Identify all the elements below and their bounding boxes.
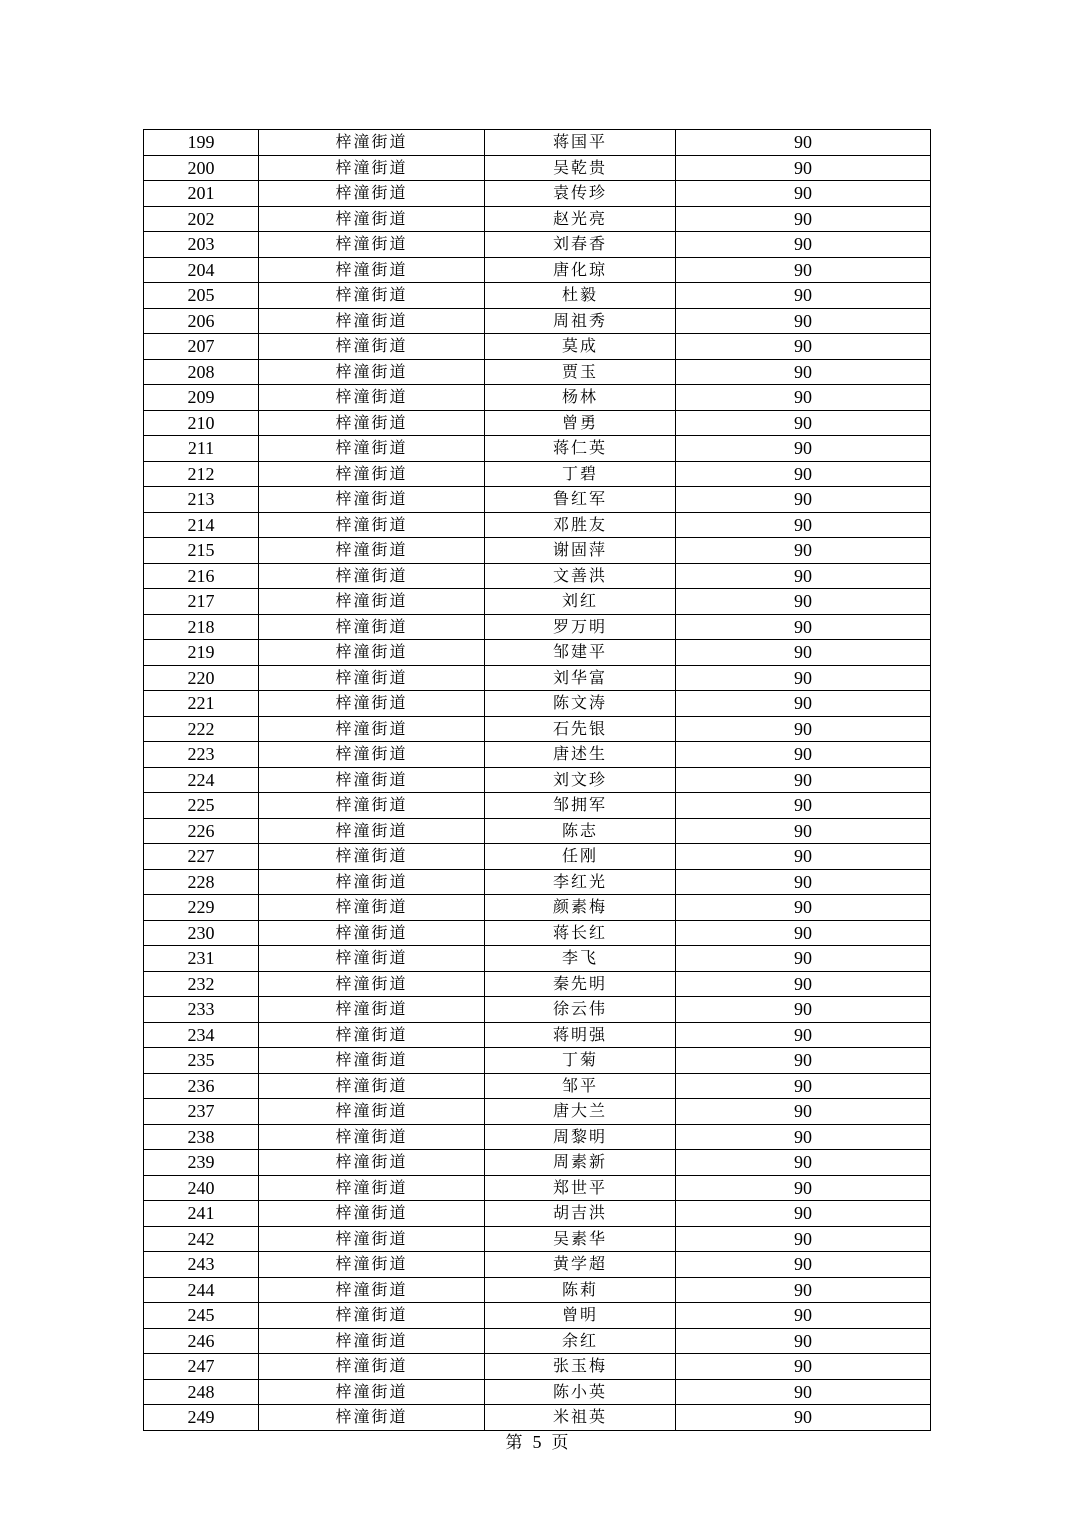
- table-row: [144, 410, 931, 436]
- person-name-cell: 周素新: [485, 1150, 676, 1176]
- row-number-cell: 223: [144, 742, 259, 768]
- person-name-cell: 邓胜友: [485, 512, 676, 538]
- person-name-cell: 吴乾贵: [485, 155, 676, 181]
- score-cell: 90: [676, 691, 931, 717]
- score-cell: 90: [676, 844, 931, 870]
- table-row: [144, 767, 931, 793]
- person-name-cell: 余红: [485, 1328, 676, 1354]
- score-cell: 90: [676, 946, 931, 972]
- street-cell: 梓潼街道: [259, 487, 485, 513]
- table-row: [144, 1277, 931, 1303]
- row-number-cell: 211: [144, 436, 259, 462]
- person-name-cell: 胡吉洪: [485, 1201, 676, 1227]
- score-cell: 90: [676, 181, 931, 207]
- person-name-cell: 唐述生: [485, 742, 676, 768]
- table-row: [144, 946, 931, 972]
- row-number-cell: 218: [144, 614, 259, 640]
- table-row: [144, 920, 931, 946]
- person-name-cell: 鲁红军: [485, 487, 676, 513]
- person-name-cell: 杜毅: [485, 283, 676, 309]
- person-name-cell: 刘红: [485, 589, 676, 615]
- row-number-cell: 212: [144, 461, 259, 487]
- score-cell: 90: [676, 1328, 931, 1354]
- table-row: [144, 997, 931, 1023]
- score-cell: 90: [676, 920, 931, 946]
- person-name-cell: 石先银: [485, 716, 676, 742]
- score-cell: 90: [676, 283, 931, 309]
- score-cell: 90: [676, 155, 931, 181]
- score-cell: 90: [676, 410, 931, 436]
- score-cell: 90: [676, 487, 931, 513]
- street-cell: 梓潼街道: [259, 716, 485, 742]
- row-number-cell: 231: [144, 946, 259, 972]
- person-name-cell: 蒋仁英: [485, 436, 676, 462]
- street-cell: 梓潼街道: [259, 589, 485, 615]
- row-number-cell: 233: [144, 997, 259, 1023]
- score-cell: 90: [676, 1379, 931, 1405]
- row-number-cell: 224: [144, 767, 259, 793]
- street-cell: 梓潼街道: [259, 385, 485, 411]
- score-cell: 90: [676, 538, 931, 564]
- street-cell: 梓潼街道: [259, 1073, 485, 1099]
- score-cell: 90: [676, 1150, 931, 1176]
- score-cell: 90: [676, 1201, 931, 1227]
- person-name-cell: 文善洪: [485, 563, 676, 589]
- score-cell: 90: [676, 997, 931, 1023]
- person-name-cell: 丁碧: [485, 461, 676, 487]
- street-cell: 梓潼街道: [259, 614, 485, 640]
- street-cell: 梓潼街道: [259, 461, 485, 487]
- person-name-cell: 陈小英: [485, 1379, 676, 1405]
- street-cell: 梓潼街道: [259, 257, 485, 283]
- street-cell: 梓潼街道: [259, 436, 485, 462]
- table-row: [144, 334, 931, 360]
- table-row: [144, 385, 931, 411]
- row-number-cell: 243: [144, 1252, 259, 1278]
- table-row: [144, 971, 931, 997]
- score-cell: 90: [676, 563, 931, 589]
- score-cell: 90: [676, 742, 931, 768]
- row-number-cell: 240: [144, 1175, 259, 1201]
- score-cell: 90: [676, 614, 931, 640]
- score-cell: 90: [676, 716, 931, 742]
- street-cell: 梓潼街道: [259, 1201, 485, 1227]
- table-row: [144, 130, 931, 156]
- row-number-cell: 248: [144, 1379, 259, 1405]
- street-cell: 梓潼街道: [259, 665, 485, 691]
- score-cell: 90: [676, 1022, 931, 1048]
- street-cell: 梓潼街道: [259, 767, 485, 793]
- score-cell: 90: [676, 1405, 931, 1431]
- table-row: [144, 563, 931, 589]
- street-cell: 梓潼街道: [259, 1354, 485, 1380]
- street-cell: 梓潼街道: [259, 946, 485, 972]
- street-cell: 梓潼街道: [259, 1099, 485, 1125]
- person-name-cell: 莫成: [485, 334, 676, 360]
- row-number-cell: 205: [144, 283, 259, 309]
- row-number-cell: 204: [144, 257, 259, 283]
- street-cell: 梓潼街道: [259, 130, 485, 156]
- score-cell: 90: [676, 461, 931, 487]
- table-row: [144, 614, 931, 640]
- score-cell: 90: [676, 1226, 931, 1252]
- row-number-cell: 210: [144, 410, 259, 436]
- person-name-cell: 李飞: [485, 946, 676, 972]
- score-cell: 90: [676, 512, 931, 538]
- row-number-cell: 221: [144, 691, 259, 717]
- street-cell: 梓潼街道: [259, 181, 485, 207]
- row-number-cell: 236: [144, 1073, 259, 1099]
- street-cell: 梓潼街道: [259, 283, 485, 309]
- table-row: [144, 487, 931, 513]
- row-number-cell: 229: [144, 895, 259, 921]
- street-cell: 梓潼街道: [259, 1226, 485, 1252]
- row-number-cell: 249: [144, 1405, 259, 1431]
- person-name-cell: 郑世平: [485, 1175, 676, 1201]
- street-cell: 梓潼街道: [259, 997, 485, 1023]
- score-cell: 90: [676, 206, 931, 232]
- score-cell: 90: [676, 1354, 931, 1380]
- person-name-cell: 刘文珍: [485, 767, 676, 793]
- person-name-cell: 周祖秀: [485, 308, 676, 334]
- table-row: [144, 1328, 931, 1354]
- row-number-cell: 206: [144, 308, 259, 334]
- row-number-cell: 199: [144, 130, 259, 156]
- row-number-cell: 216: [144, 563, 259, 589]
- table-row: [144, 691, 931, 717]
- table-row: [144, 665, 931, 691]
- row-number-cell: 201: [144, 181, 259, 207]
- street-cell: 梓潼街道: [259, 1048, 485, 1074]
- row-number-cell: 244: [144, 1277, 259, 1303]
- table-row: [144, 1124, 931, 1150]
- table-row: [144, 538, 931, 564]
- street-cell: 梓潼街道: [259, 1277, 485, 1303]
- street-cell: 梓潼街道: [259, 793, 485, 819]
- table-row: [144, 257, 931, 283]
- row-number-cell: 235: [144, 1048, 259, 1074]
- score-cell: 90: [676, 130, 931, 156]
- street-cell: 梓潼街道: [259, 359, 485, 385]
- street-cell: 梓潼街道: [259, 895, 485, 921]
- table-row: [144, 232, 931, 258]
- row-number-cell: 222: [144, 716, 259, 742]
- person-name-cell: 丁菊: [485, 1048, 676, 1074]
- score-cell: 90: [676, 1303, 931, 1329]
- street-cell: 梓潼街道: [259, 206, 485, 232]
- street-cell: 梓潼街道: [259, 538, 485, 564]
- person-name-cell: 陈莉: [485, 1277, 676, 1303]
- table-row: [144, 359, 931, 385]
- person-name-cell: 吴素华: [485, 1226, 676, 1252]
- score-cell: 90: [676, 665, 931, 691]
- score-cell: 90: [676, 334, 931, 360]
- person-name-cell: 邹拥军: [485, 793, 676, 819]
- street-cell: 梓潼街道: [259, 512, 485, 538]
- table-row: [144, 461, 931, 487]
- score-cell: 90: [676, 308, 931, 334]
- table-row: [144, 793, 931, 819]
- street-cell: 梓潼街道: [259, 1303, 485, 1329]
- row-number-cell: 238: [144, 1124, 259, 1150]
- person-name-cell: 蒋明强: [485, 1022, 676, 1048]
- row-number-cell: 209: [144, 385, 259, 411]
- row-number-cell: 202: [144, 206, 259, 232]
- row-number-cell: 215: [144, 538, 259, 564]
- row-number-cell: 213: [144, 487, 259, 513]
- street-cell: 梓潼街道: [259, 563, 485, 589]
- table-row: [144, 742, 931, 768]
- table-row: [144, 1252, 931, 1278]
- score-cell: 90: [676, 589, 931, 615]
- table-row: [144, 155, 931, 181]
- person-name-cell: 杨林: [485, 385, 676, 411]
- table-row: [144, 716, 931, 742]
- person-name-cell: 罗万明: [485, 614, 676, 640]
- table-row: [144, 206, 931, 232]
- table-row: [144, 1405, 931, 1431]
- score-cell: 90: [676, 1252, 931, 1278]
- score-cell: 90: [676, 818, 931, 844]
- table-row: [144, 589, 931, 615]
- person-name-cell: 周黎明: [485, 1124, 676, 1150]
- row-number-cell: 226: [144, 818, 259, 844]
- street-cell: 梓潼街道: [259, 742, 485, 768]
- row-number-cell: 219: [144, 640, 259, 666]
- street-cell: 梓潼街道: [259, 818, 485, 844]
- score-cell: 90: [676, 895, 931, 921]
- person-name-cell: 陈文涛: [485, 691, 676, 717]
- row-number-cell: 214: [144, 512, 259, 538]
- row-number-cell: 220: [144, 665, 259, 691]
- roster-table-body: [144, 130, 931, 1431]
- table-row: [144, 283, 931, 309]
- person-name-cell: 任刚: [485, 844, 676, 870]
- person-name-cell: 刘华富: [485, 665, 676, 691]
- row-number-cell: 227: [144, 844, 259, 870]
- page-footer-suffix: 页: [551, 1433, 569, 1453]
- score-cell: 90: [676, 767, 931, 793]
- street-cell: 梓潼街道: [259, 1022, 485, 1048]
- street-cell: 梓潼街道: [259, 1252, 485, 1278]
- person-name-cell: 黄学超: [485, 1252, 676, 1278]
- score-cell: 90: [676, 257, 931, 283]
- table-row: [144, 1048, 931, 1074]
- row-number-cell: 247: [144, 1354, 259, 1380]
- street-cell: 梓潼街道: [259, 1175, 485, 1201]
- score-cell: 90: [676, 1048, 931, 1074]
- row-number-cell: 217: [144, 589, 259, 615]
- table-row: [144, 818, 931, 844]
- table-row: [144, 869, 931, 895]
- person-name-cell: 唐大兰: [485, 1099, 676, 1125]
- table-row: [144, 308, 931, 334]
- score-cell: 90: [676, 793, 931, 819]
- street-cell: 梓潼街道: [259, 1379, 485, 1405]
- row-number-cell: 207: [144, 334, 259, 360]
- row-number-cell: 239: [144, 1150, 259, 1176]
- street-cell: 梓潼街道: [259, 920, 485, 946]
- score-cell: 90: [676, 1099, 931, 1125]
- person-name-cell: 米祖英: [485, 1405, 676, 1431]
- score-cell: 90: [676, 1124, 931, 1150]
- row-number-cell: 246: [144, 1328, 259, 1354]
- roster-table: [143, 129, 931, 1431]
- table-row: [144, 436, 931, 462]
- table-row: [144, 1073, 931, 1099]
- score-cell: 90: [676, 385, 931, 411]
- street-cell: 梓潼街道: [259, 971, 485, 997]
- person-name-cell: 陈志: [485, 818, 676, 844]
- street-cell: 梓潼街道: [259, 155, 485, 181]
- row-number-cell: 200: [144, 155, 259, 181]
- person-name-cell: 邹平: [485, 1073, 676, 1099]
- row-number-cell: 237: [144, 1099, 259, 1125]
- score-cell: 90: [676, 1175, 931, 1201]
- street-cell: 梓潼街道: [259, 1124, 485, 1150]
- score-cell: 90: [676, 971, 931, 997]
- table-row: [144, 895, 931, 921]
- person-name-cell: 秦先明: [485, 971, 676, 997]
- person-name-cell: 唐化琼: [485, 257, 676, 283]
- street-cell: 梓潼街道: [259, 1405, 485, 1431]
- table-row: [144, 1201, 931, 1227]
- score-cell: 90: [676, 1073, 931, 1099]
- row-number-cell: 208: [144, 359, 259, 385]
- person-name-cell: 蒋长红: [485, 920, 676, 946]
- page-number: 5: [532, 1432, 542, 1452]
- person-name-cell: 谢固萍: [485, 538, 676, 564]
- street-cell: 梓潼街道: [259, 410, 485, 436]
- row-number-cell: 203: [144, 232, 259, 258]
- score-cell: 90: [676, 640, 931, 666]
- person-name-cell: 颜素梅: [485, 895, 676, 921]
- table-row: [144, 1150, 931, 1176]
- person-name-cell: 蒋国平: [485, 130, 676, 156]
- row-number-cell: 241: [144, 1201, 259, 1227]
- person-name-cell: 刘春香: [485, 232, 676, 258]
- table-row: [144, 1303, 931, 1329]
- person-name-cell: 邹建平: [485, 640, 676, 666]
- score-cell: 90: [676, 436, 931, 462]
- person-name-cell: 贾玉: [485, 359, 676, 385]
- page-footer: [0, 1431, 1074, 1454]
- table-row: [144, 1354, 931, 1380]
- person-name-cell: 袁传珍: [485, 181, 676, 207]
- street-cell: 梓潼街道: [259, 1328, 485, 1354]
- row-number-cell: 230: [144, 920, 259, 946]
- person-name-cell: 李红光: [485, 869, 676, 895]
- score-cell: 90: [676, 1277, 931, 1303]
- street-cell: 梓潼街道: [259, 232, 485, 258]
- street-cell: 梓潼街道: [259, 640, 485, 666]
- row-number-cell: 225: [144, 793, 259, 819]
- row-number-cell: 234: [144, 1022, 259, 1048]
- table-row: [144, 512, 931, 538]
- table-row: [144, 1175, 931, 1201]
- score-cell: 90: [676, 232, 931, 258]
- street-cell: 梓潼街道: [259, 869, 485, 895]
- score-cell: 90: [676, 869, 931, 895]
- table-row: [144, 1226, 931, 1252]
- score-cell: 90: [676, 359, 931, 385]
- person-name-cell: 徐云伟: [485, 997, 676, 1023]
- row-number-cell: 232: [144, 971, 259, 997]
- person-name-cell: 曾勇: [485, 410, 676, 436]
- row-number-cell: 242: [144, 1226, 259, 1252]
- street-cell: 梓潼街道: [259, 308, 485, 334]
- row-number-cell: 228: [144, 869, 259, 895]
- street-cell: 梓潼街道: [259, 334, 485, 360]
- street-cell: 梓潼街道: [259, 844, 485, 870]
- person-name-cell: 曾明: [485, 1303, 676, 1329]
- page-footer-prefix: 第: [505, 1433, 523, 1453]
- table-row: [144, 640, 931, 666]
- person-name-cell: 张玉梅: [485, 1354, 676, 1380]
- table-row: [144, 1379, 931, 1405]
- street-cell: 梓潼街道: [259, 691, 485, 717]
- table-row: [144, 844, 931, 870]
- street-cell: 梓潼街道: [259, 1150, 485, 1176]
- table-row: [144, 181, 931, 207]
- row-number-cell: 245: [144, 1303, 259, 1329]
- person-name-cell: 赵光亮: [485, 206, 676, 232]
- table-row: [144, 1022, 931, 1048]
- table-row: [144, 1099, 931, 1125]
